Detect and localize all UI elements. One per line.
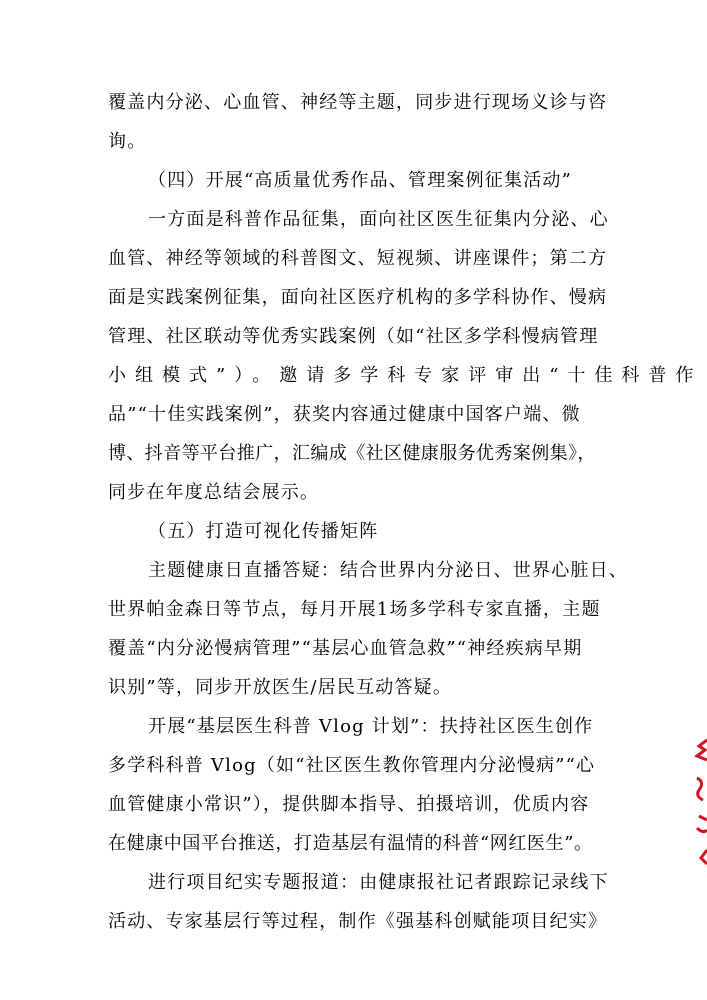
paragraph-line: 多学科科普 Vlog（如“社区医生教你管理内分泌慢病”“心 <box>108 755 596 776</box>
paragraph-line: 主题健康日直播答疑：结合世界内分泌日、世界心脏日、 <box>148 560 628 581</box>
paragraph-line: 血管健康小常识”），提供脚本指导、拍摄培训，优质内容 <box>108 794 590 815</box>
paragraph-line: 覆盖内分泌、心血管、神经等主题，同步进行现场义诊与咨 <box>108 92 608 113</box>
red-seal-stamp-edge <box>689 738 707 868</box>
paragraph-line: 活动、专家基层行等过程，制作《强基科创赋能项目纪实》 <box>108 911 608 932</box>
paragraph-line: 同步在年度总结会展示。 <box>108 482 320 503</box>
paragraph-line: 覆盖“内分泌慢病管理”“基层心血管急救”“神经疾病早期 <box>108 638 583 659</box>
paragraph-line: 识别”等，同步开放医生/居民互动答疑。 <box>108 677 453 698</box>
paragraph-line: 世界帕金森日等节点，每月开展1场多学科专家直播，主题 <box>108 599 601 620</box>
paragraph-line: 博、抖音等平台推广，汇编成《社区健康服务优秀案例集》， <box>108 443 596 464</box>
paragraph-line: 小组模式”）。邀请多学科专家评审出“十佳科普作 <box>108 365 703 386</box>
paragraph-line: 品”“十佳实践案例”，获奖内容通过健康中国客户端、微 <box>108 404 581 425</box>
paragraph-line: 面是实践案例征集，面向社区医疗机构的多学科协作、慢病 <box>108 287 608 308</box>
section-heading-4: （四）开展“高质量优秀作品、管理案例征集活动” <box>148 170 573 191</box>
paragraph-line: 在健康中国平台推送，打造基层有温情的科普“网红医生”。 <box>108 833 593 854</box>
paragraph-line: 询。 <box>108 131 147 152</box>
paragraph-line: 一方面是科普作品征集，面向社区医生征集内分泌、心 <box>148 209 609 230</box>
paragraph-line: 进行项目纪实专题报道：由健康报社记者跟踪记录线下 <box>148 872 609 893</box>
paragraph-line: 血管、神经等领域的科普图文、短视频、讲座课件；第二方 <box>108 248 608 269</box>
section-heading-5: （五）打造可视化传播矩阵 <box>148 521 379 542</box>
paragraph-line: 管理、社区联动等优秀实践案例（如“社区多学科慢病管理 <box>108 326 599 347</box>
paragraph-line: 开展“基层医生科普 Vlog 计划”：扶持社区医生创作 <box>148 716 594 737</box>
